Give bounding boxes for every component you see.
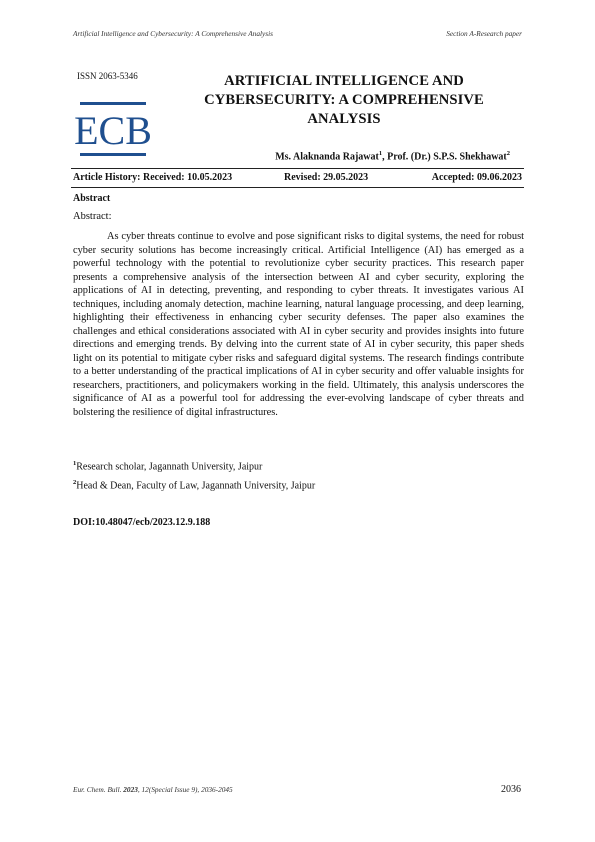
abstract-subheading: Abstract: xyxy=(73,211,112,222)
author-1-sup: 1 xyxy=(378,150,383,157)
footer-citation xyxy=(73,785,233,794)
citation-details: , 12(Special Issue 9), 2036-2045 xyxy=(137,785,233,794)
author-2-sup: 2 xyxy=(506,150,510,157)
author-line xyxy=(180,150,510,162)
doi-link[interactable]: DOI:10.48047/ecb/2023.12.9.188 xyxy=(73,517,211,528)
history-revised: Revised: 29.05.2023 xyxy=(284,172,369,183)
affiliation-1 xyxy=(73,460,262,472)
abstract-heading: Abstract xyxy=(73,193,111,204)
author-2-name: Prof. (Dr.) S.P.S. Shekhawat xyxy=(387,151,507,163)
author-1-name: Ms. Alaknanda Rajawat xyxy=(275,151,379,163)
journal-logo xyxy=(74,100,152,158)
issn-label: ISSN 2063-5346 xyxy=(77,71,138,81)
article-history-bar xyxy=(71,168,524,188)
abstract-body: As cyber threats continue to evolve and pose significant risks to digital systems, the need for robust cyber security solutions has become increasingly critical. Artificial Intelligence (AI) has emerged as a powerful technology with the potential to revolutionize cyber security practices. This research paper presents a comprehensive analysis of the intersection between AI and cyber security, exploring the applications of AI in detecting, preventing, and responding to cyber threats. It investigates various AI techniques, including anomaly detection, machine learning, natural language processing, and deep learning, highlighting their effectiveness in enhancing cyber security defenses. The paper also examines the challenges and ethical considerations associated with AI in cyber security and provides insights into future directions and emerging trends. By delving into the current state of AI in cyber security, this paper sheds light on its potential to mitigate cyber risks and safeguard digital systems. The research findings contribute to a better understanding of the practical implications of AI in cyber security and offer valuable insights for researchers, practitioners, and policymakers working in the field. Ultimately, this analysis underscores the significance of AI as a powerful tool for addressing the ever-evolving landscape of cyber threats and bolstering the resilience of digital infrastructures. xyxy=(73,231,524,418)
title-line-1: ARTIFICIAL INTELLIGENCE AND xyxy=(224,73,464,89)
author-separator: , xyxy=(382,151,388,163)
history-received: Article History: Received: 10.05.2023 xyxy=(73,172,233,183)
affiliation-2-text: Head & Dean, Faculty of Law, Jagannath University, Jaipur xyxy=(76,480,316,492)
running-header-section: Section A-Research paper xyxy=(446,29,522,38)
history-accepted: Accepted: 09.06.2023 xyxy=(431,172,522,183)
paper-title xyxy=(178,72,510,129)
citation-year: 2023 xyxy=(123,785,138,794)
affiliation-2-sup: 2 xyxy=(73,479,77,486)
running-header-title: Artificial Intelligence and Cybersecurity: A Comprehensive Analysis xyxy=(73,29,273,38)
title-line-2: CYBERSECURITY: A COMPREHENSIVE xyxy=(204,92,484,108)
affiliation-1-sup: 1 xyxy=(73,460,77,467)
affiliation-1-text: Research scholar, Jagannath University, Jaipur xyxy=(76,461,263,473)
title-line-3: ANALYSIS xyxy=(307,111,381,127)
page-number: 2036 xyxy=(501,784,521,795)
affiliation-2 xyxy=(73,479,315,491)
citation-journal: Eur. Chem. Bull. xyxy=(73,785,124,794)
logo-text: ECB xyxy=(74,108,152,153)
